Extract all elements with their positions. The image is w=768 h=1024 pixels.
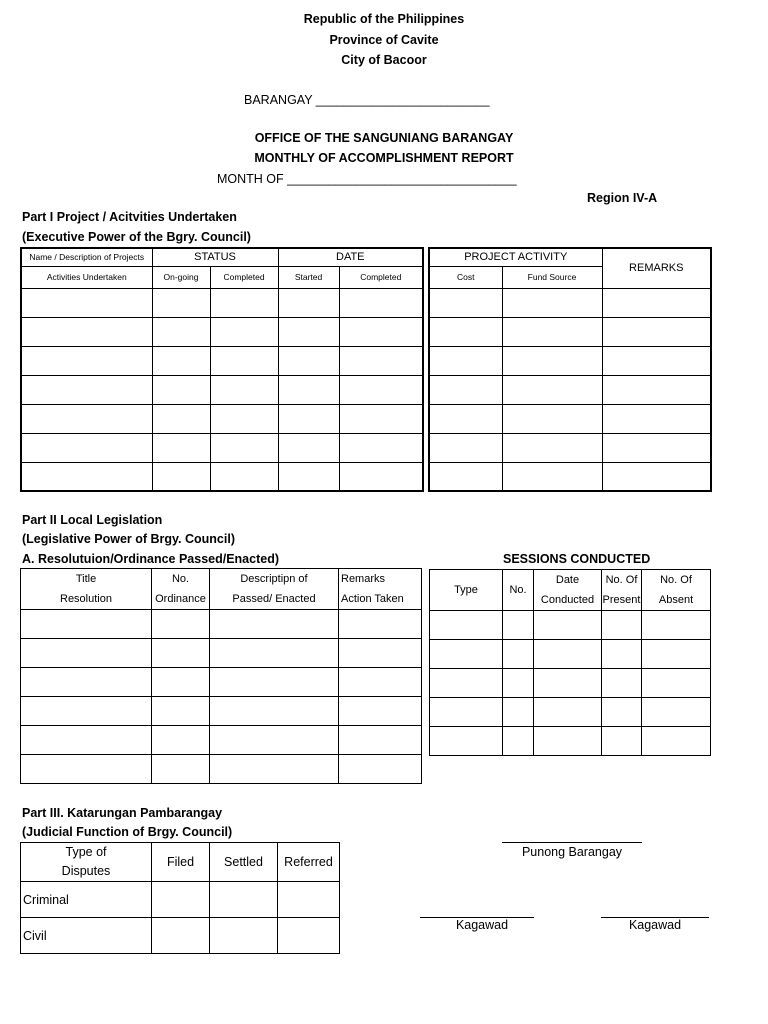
- part1-subtitle: (Executive Power of the Bgry. Council): [22, 230, 251, 244]
- col-ongoing: On-going: [152, 266, 210, 288]
- table-row: [21, 882, 340, 918]
- col-date-completed: Completed: [339, 266, 423, 288]
- table-row: [430, 698, 711, 727]
- part2-title: Part II Local Legislation: [22, 513, 163, 527]
- table-row: [430, 611, 711, 640]
- kagawad2-label: Kagawad: [628, 918, 682, 932]
- part2-section-a: A. Resolutuion/Ordinance Passed/Enacted): [22, 552, 280, 566]
- table-row: [429, 317, 711, 346]
- table-row: [21, 639, 422, 668]
- sessions-table: [429, 569, 711, 756]
- part1-projects-table: [20, 247, 424, 492]
- col-filed: Filed: [152, 843, 210, 882]
- table-row: [21, 726, 422, 755]
- row-criminal: Criminal: [21, 882, 152, 918]
- header-province: Province of Cavite: [329, 33, 439, 47]
- table-row: [430, 669, 711, 698]
- office-title: OFFICE OF THE SANGUNIANG BARANGAY: [254, 131, 514, 145]
- katarungan-table: [20, 842, 340, 954]
- col-started: Started: [278, 266, 339, 288]
- table-row: [430, 640, 711, 669]
- col-no-absent: No. Of Absent: [642, 570, 711, 611]
- month-field: MONTH OF _________________________________: [217, 172, 517, 186]
- punong-signature-line: [502, 842, 642, 843]
- part3-subtitle: (Judicial Function of Brgy. Council): [22, 825, 233, 839]
- table-row: [21, 375, 423, 404]
- col-title-resolution: Title Resolution: [21, 569, 152, 610]
- col-status: STATUS: [152, 248, 278, 266]
- table-row: [21, 317, 423, 346]
- report-title: MONTHLY OF ACCOMPLISHMENT REPORT: [254, 151, 514, 165]
- col-referred: Referred: [278, 843, 340, 882]
- col-date: DATE: [278, 248, 423, 266]
- part3-title: Part III. Katarungan Pambarangay: [22, 806, 223, 820]
- table-row: [429, 288, 711, 317]
- header-city: City of Bacoor: [341, 53, 427, 67]
- row-civil: Civil: [21, 918, 152, 954]
- table-row: [21, 462, 423, 491]
- table-row: [429, 433, 711, 462]
- table-row: [21, 755, 422, 784]
- col-remarks: REMARKS: [602, 248, 711, 288]
- kagawad1-label: Kagawad: [455, 918, 509, 932]
- table-row: [21, 288, 423, 317]
- col-remarks-action: Remarks Action Taken: [339, 569, 422, 610]
- barangay-field: BARANGAY _________________________: [244, 93, 490, 107]
- col-completed: Completed: [210, 266, 278, 288]
- table-row: [21, 610, 422, 639]
- part1-title: Part I Project / Acitvities Undertaken: [22, 210, 237, 224]
- col-no-present: No. Of Present: [602, 570, 642, 611]
- part2-legislation-table: [20, 568, 422, 784]
- table-row: [21, 918, 340, 954]
- table-row: [21, 404, 423, 433]
- col-no-ordinance: No. Ordinance: [152, 569, 210, 610]
- col-type-disputes: Type of Disputes: [21, 843, 152, 882]
- col-name-desc: Name / Description of Projects: [21, 248, 152, 266]
- table-row: [21, 346, 423, 375]
- table-row: [429, 404, 711, 433]
- col-settled: Settled: [210, 843, 278, 882]
- table-row: [21, 668, 422, 697]
- part2-subtitle: (Legislative Power of Brgy. Council): [22, 532, 235, 546]
- col-date-conducted: Date Conducted: [534, 570, 602, 611]
- col-project-activity: PROJECT ACTIVITY: [429, 248, 602, 266]
- table-row: [429, 346, 711, 375]
- part1-project-activity-table: [428, 247, 712, 492]
- col-fund-source: Fund Source: [502, 266, 602, 288]
- header-republic: Republic of the Philippines: [303, 12, 465, 26]
- sessions-title: SESSIONS CONDUCTED: [503, 552, 651, 566]
- col-no: No.: [503, 570, 534, 611]
- table-row: [21, 697, 422, 726]
- punong-barangay-label: Punong Barangay: [521, 845, 623, 859]
- col-type: Type: [430, 570, 503, 611]
- table-row: [429, 462, 711, 491]
- col-activities: Activities Undertaken: [21, 266, 152, 288]
- col-description: Descriptipn of Passed/ Enacted: [210, 569, 339, 610]
- table-row: [430, 727, 711, 756]
- col-cost: Cost: [429, 266, 502, 288]
- region-label: Region IV-A: [587, 191, 658, 205]
- table-row: [429, 375, 711, 404]
- table-row: [21, 433, 423, 462]
